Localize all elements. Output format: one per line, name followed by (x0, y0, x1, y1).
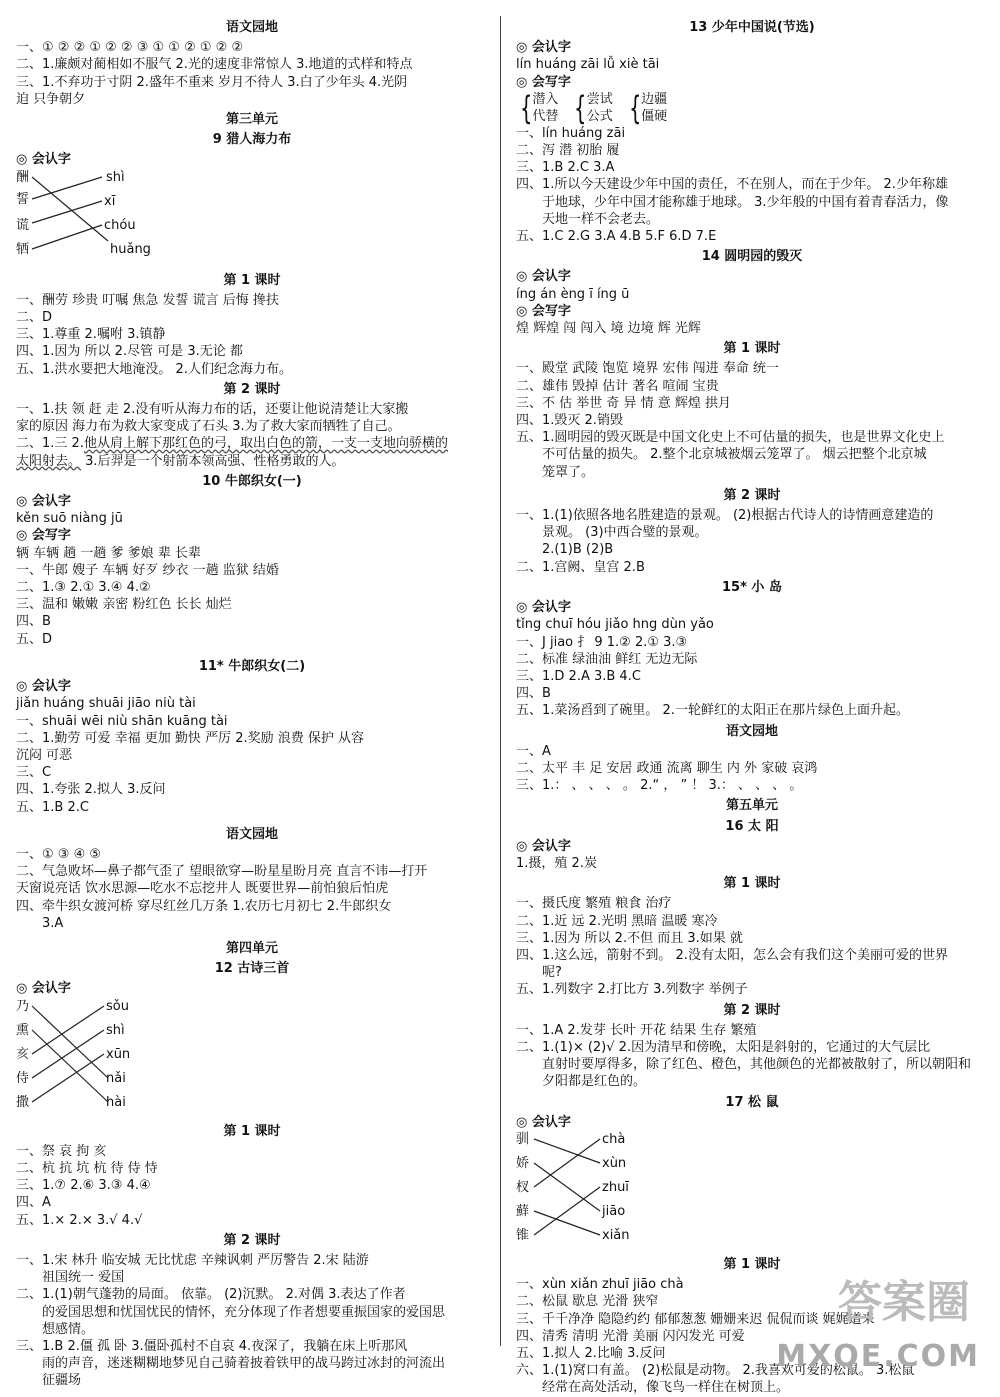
pinyin: nǎi (106, 1070, 126, 1086)
char: 酬 (16, 169, 30, 185)
section-title: 语文园地 (225, 20, 278, 35)
pinyin: hài (106, 1094, 126, 1110)
answer-line: 三、温和 嫩嫩 亲密 粉红色 长长 灿烂 (16, 597, 232, 613)
answer-line: 一、J jiao 扌 9 1.② 2.① 3.③ (516, 634, 688, 650)
brace-icon: { (628, 88, 642, 127)
answer-line: 四、1.所以今天建设少年中国的责任，不在别人，而在于少年。 2.少年称雄 (516, 177, 948, 193)
word: 公式 (586, 108, 613, 124)
pinyin: chóu (104, 217, 136, 233)
char: 撒 (16, 1094, 30, 1110)
answer-line: 一、shuāi wēi niù shān kuāng tài (16, 713, 228, 729)
answer-line: 二、1.宫阙、皇宫 2.B (516, 559, 645, 575)
answer-line: 1.摄，殖 2.炭 (516, 855, 597, 871)
period-title: 第 2 课时 (723, 487, 781, 503)
answer-line: 三、C (16, 765, 52, 781)
answer-line: 五、1.菜汤舀到了碗里。 2.一轮鲜红的太阳正在那片绿色上面升起。 (516, 703, 909, 719)
lesson-title: 10 牛郎织女(一) (202, 473, 302, 489)
answer-line: 五、1.列数字 2.打比方 3.列数字 举例子 (516, 982, 748, 998)
watermark-logo: 答案圈 (838, 1277, 970, 1328)
answer-line: 雨的声音，迷迷糊糊地梦见自己骑着披着铁甲的战马跨过冰封的河流出 (42, 1356, 446, 1372)
pinyin: shì (106, 169, 125, 185)
answer-line: 四、1.夸张 2.拟人 3.反问 (16, 782, 166, 798)
answer-line: 一、xùn xiǎn zhuī jiāo chà (516, 1277, 684, 1293)
answer-line: 三、1.D 2.A 3.B 4.C (516, 668, 641, 684)
answer-line: 一、① ③ ④ ⑤ (16, 846, 102, 862)
char: 誓 (16, 191, 30, 207)
char: 熏 (16, 1022, 30, 1038)
answer-line: 二、泻 潜 初胎 履 (516, 143, 620, 159)
answer-line: 一、1.A 2.发芽 长叶 开花 结果 生存 繁殖 (516, 1022, 757, 1038)
answer-line: 一、摄氏度 繁殖 粮食 治疗 (516, 896, 672, 912)
section-title: 语文园地 (225, 826, 278, 842)
answer-line: 二、太平 丰 足 安居 政通 流离 聊生 内 外 家破 哀鸿 (516, 760, 818, 776)
char: 娇 (516, 1155, 530, 1171)
period-title: 第 1 课时 (223, 272, 281, 288)
pinyin: jiāo (602, 1203, 626, 1219)
word: 代替 (532, 108, 559, 124)
pinyin-line: lín huáng zāi lǚ xiè tāi (516, 57, 660, 73)
answer-line: 四、清秀 清明 光滑 美丽 闪闪发光 可爱 (516, 1328, 745, 1344)
answer-line: 3.A (42, 915, 64, 931)
answer-line: 经常在高处活动，像飞鸟一样住在树顶上。 (542, 1380, 790, 1396)
pinyin: zhuī (602, 1179, 629, 1195)
pinyin-line: tǐng chuī hóu jiǎo hng dùn yǎo (516, 617, 714, 633)
answer-line: 征疆场 (42, 1373, 82, 1389)
answer-text: 二、1.三 2. (16, 436, 84, 452)
answer-line: 辆 车辆 趟 一趟 爹 爹娘 辈 长辈 (16, 545, 201, 561)
unit-title: 第五单元 (725, 798, 778, 814)
answer-line: 五、1.B 2.C (16, 799, 89, 815)
lesson-title: 17 松 鼠 (725, 1094, 779, 1110)
answer-line: 二、1.③ 2.① 3.④ 4.② (16, 580, 151, 596)
char: 谎 (16, 217, 30, 233)
answer-line: 于地球，少年中国才能称雄于地球。 3.少年般的中国有着青春活力，像 (542, 194, 949, 210)
answer-line: 一、1.(1)依照各地名胜建造的景观。 (2)根据古代诗人的诗情画意建造的 (516, 508, 934, 524)
answer-line: 五、1.× 2.× 3.√ 4.√ (16, 1212, 143, 1228)
word: 潜入 (532, 91, 559, 107)
char: 侍 (16, 1070, 30, 1086)
word: 僵硬 (641, 108, 668, 124)
pinyin: sǒu (106, 998, 129, 1014)
pinyin: xiǎn (602, 1227, 630, 1243)
brace-icon: { (574, 88, 587, 127)
answer-line: 五、1.C 2.G 3.A 4.B 5.F 6.D 7.E (516, 229, 717, 245)
answer-line: 一、1.扶 领 赶 走 2.没有听从海力布的话，还要让他说清楚让大家搬 (16, 402, 409, 418)
answer-line: 直射时要厚得多，除了红色、橙色，其他颜色的光都被散射了，所以朝阳和 (542, 1057, 972, 1073)
answer-line: 想感情。 (42, 1321, 95, 1337)
word-group (532, 91, 558, 125)
subheading: ◎ 会认字 (516, 838, 571, 854)
lesson-title: 11* 牛郎织女(二) (198, 658, 306, 674)
answer-line: 四、B (516, 686, 551, 702)
answer-line: 的爱国思想和忧国忧民的情怀，充分体现了作者想要重振国家的爱国思 (42, 1304, 446, 1320)
answer-line: 二、1.廉颇对蔺相如不服气 2.光的速度非常惊人 3.地道的式样和特点 (16, 57, 413, 73)
answer-line: 二、1.(1)× (2)√ 2.因为清早和傍晚，太阳是斜射的，它通过的大气层比 (516, 1039, 931, 1055)
word: 边疆 (641, 91, 668, 107)
answer-line: 一、1.宋 林升 临安城 无比忧虑 辛辣讽刺 严厉警告 2.宋 陆游 (16, 1252, 369, 1268)
left-column (16, 16, 488, 1390)
answer-line: 五、1.圆明园的毁灭既是中国文化史上不可估量的损失，也是世界文化史上 (516, 430, 945, 446)
answer-line: 笼罩了。 (542, 464, 595, 480)
answer-line: 2.(1)B (2)B (542, 542, 614, 558)
char: 乃 (16, 998, 30, 1014)
answer-line: 五、D (16, 631, 53, 647)
answer-line: 四、1.这么远，箭射不到。 2.没有太阳，怎么会有我们这个美丽可爱的世界 (516, 947, 948, 963)
answer-line: 沉闷 可恶 (16, 747, 73, 763)
answer-line: 三、1.B 2.C 3.A (516, 160, 615, 176)
subheading: ◎ 会认字 (516, 600, 571, 616)
answer-line: 五、1.洪水要把大地淹没。 2.人们纪念海力布。 (16, 361, 292, 377)
char: 驯 (516, 1131, 530, 1147)
answer-line: 夕阳都是红色的。 (542, 1074, 647, 1090)
answer-line: 四、1.毁灭 2.销毁 (516, 413, 623, 429)
subheading: ◎ 会认字 (516, 40, 571, 56)
answer-line: 二、1.勤劳 可爱 幸福 更加 勤快 严厉 2.奖励 浪费 保护 从容 (16, 730, 364, 746)
pinyin-line: íng án èng ī íng ū (516, 286, 630, 302)
answer-line: 一、A (516, 743, 551, 759)
subheading: ◎ 会认字 (16, 981, 71, 997)
matching-exercise (16, 998, 488, 1120)
char: 蘚 (516, 1203, 530, 1219)
subheading: ◎ 会写字 (516, 303, 571, 319)
pinyin: xūn (106, 1046, 131, 1062)
char: 牺 (16, 241, 30, 257)
answer-line: 不可估量的损失。 2.整个北京城被烟云笼罩了。 烟云把整个北京城 (542, 447, 927, 463)
char: 亥 (16, 1046, 30, 1062)
matching-exercise (516, 1131, 988, 1253)
answer-line: 二、杭 抗 坑 杭 待 侍 恃 (16, 1160, 158, 1176)
lesson-title: 16 太 阳 (725, 818, 779, 834)
underlined-text: 他从肩上解下那红色的弓，取出白色的箭，一支一支地向骄横的 (83, 436, 448, 452)
underlined-text: 太阳射去。 (16, 453, 82, 469)
lesson-title: 14 圆明园的毁灭 (701, 249, 803, 265)
answer-line: 六、1.(1)窝口有盖。 (2)松鼠是动物。 2.我喜欢可爱的松鼠。 3.松鼠 (516, 1363, 915, 1379)
answer-line: 三、1.⑦ 2.⑥ 3.③ 4.④ (16, 1178, 151, 1194)
answer-line: 天地一样不会老去。 (542, 211, 660, 227)
answer-line (16, 453, 488, 470)
subheading: ◎ 会认字 (16, 679, 71, 695)
answer-line: 三、1.尊重 2.嘱咐 3.镇静 (16, 327, 166, 343)
unit-title: 第四单元 (225, 940, 278, 956)
subheading: ◎ 会认字 (16, 494, 71, 510)
answer-line: 二、气急败坏—鼻子都气歪了 望眼欲穿—盼星星盼月亮 直言不讳—打开 (16, 864, 428, 880)
subheading: ◎ 会写字 (516, 74, 571, 90)
answer-line (16, 435, 488, 452)
answer-line: 三、不 估 举世 奇 异 情 意 辉煌 拱月 (516, 395, 732, 411)
answer-line: 二、雄伟 毁掉 估计 著名 喧闹 宝贵 (516, 378, 719, 394)
lesson-title: 9 猎人海力布 (212, 132, 292, 148)
subheading: ◎ 会认字 (516, 1114, 571, 1130)
answer-line: 四、A (16, 1195, 51, 1211)
answer-line: 二、标准 绿油油 鲜红 无边无际 (516, 651, 698, 667)
pinyin-line: jiǎn huáng shuāi jiāo niù tài (16, 696, 196, 712)
subheading: ◎ 会认字 (516, 269, 571, 285)
lesson-title: 15* 小 岛 (722, 579, 782, 595)
period-title: 第 2 课时 (723, 1002, 781, 1018)
pinyin: chà (602, 1131, 626, 1147)
answer-line: 三、千千净净 隐隐约约 郁郁葱葱 姗姗来迟 侃侃而谈 娓娓道来 (516, 1311, 875, 1327)
column-divider (500, 16, 501, 1346)
word: 尝试 (586, 91, 613, 107)
answer-line: 四、牵牛织女渡河桥 穿尽红丝几万条 1.农历七月初七 2.牛郎织女 (16, 898, 392, 914)
word-groups (516, 88, 988, 127)
period-title: 第 1 课时 (223, 1123, 281, 1139)
answer-line: 一、lín huáng zāi (516, 125, 626, 141)
brace-icon: { (520, 88, 533, 127)
answer-line: 一、① ② ② ① ② ② ③ ① ① ② ① ② ② (16, 40, 244, 56)
answer-line: 景观。 (3)中西合璧的景观。 (542, 525, 708, 541)
watermark-url: MXQE.COM (776, 1339, 980, 1374)
pinyin-line: kěn suō niàng jū (16, 511, 123, 527)
answer-line: 家的原因 海力布为救大家变成了石头 3.为了救大家而牺牲了自己。 (16, 419, 401, 435)
answer-line: 一、祭 哀 拘 亥 (16, 1143, 107, 1159)
unit-title: 第三单元 (225, 112, 278, 128)
answer-text: 3.后羿是一个射箭本领高强、性格勇敢的人。 (81, 453, 345, 469)
answer-line: 三、1.： 、 、 、 。 2.“ ， ” ！ 3.： 、 、 、 。 (516, 778, 803, 794)
pinyin: xī (104, 193, 116, 209)
word-group (587, 91, 613, 125)
answer-line: 祖国统一 爱国 (42, 1270, 125, 1286)
matching-exercise (16, 169, 488, 269)
answer-line: 二、松鼠 歇息 光滑 狭窄 (516, 1294, 659, 1310)
subheading: ◎ 会认字 (16, 152, 71, 168)
section-title: 语文园地 (725, 723, 778, 739)
answer-line: 煌 辉煌 闯 闯入 境 边境 辉 光辉 (516, 321, 701, 337)
answer-line: 三、1.因为 所以 2.不但 而且 3.如果 就 (516, 930, 743, 946)
answer-line: 三、1.不弃功于寸阴 2.盛年不重来 岁月不待人 3.白了少年头 4.光阴 (16, 74, 408, 90)
answer-line: 迫 只争朝夕 (16, 91, 86, 107)
lesson-title: 12 古诗三首 (214, 961, 290, 977)
subheading: ◎ 会写字 (16, 528, 71, 544)
answer-line: 一、牛郎 嫂子 车辆 好歹 纱衣 一趟 监狱 结婚 (16, 562, 279, 578)
answer-line: 一、殿堂 武陵 饱览 境界 宏伟 闯进 奉命 统一 (516, 361, 779, 377)
pinyin: xùn (602, 1155, 627, 1171)
word-group (641, 91, 667, 125)
answer-line: 天窗说亮话 饮水思源—吃水不忘挖井人 既要世界—前怕狼后怕虎 (16, 881, 389, 897)
lesson-title: 13 少年中国说(节选) (689, 20, 815, 35)
period-title: 第 1 课时 (723, 1256, 781, 1272)
right-column (516, 16, 988, 1397)
period-title: 第 1 课时 (723, 876, 781, 892)
period-title: 第 2 课时 (223, 381, 281, 397)
answer-line: 一、酬劳 珍贵 叮嘱 焦急 发誓 谎言 后悔 搀扶 (16, 292, 279, 308)
answer-line: 二、1.(1)朝气蓬勃的局面。 依靠。 (2)沉默。 2.对偶 3.表达了作者 (16, 1287, 406, 1303)
answer-line: 四、B (16, 614, 51, 630)
pinyin: huǎng (110, 241, 151, 257)
char: 锥 (516, 1227, 530, 1243)
answer-line: 呢? (542, 965, 562, 981)
answer-line: 二、D (16, 310, 53, 326)
char: 杈 (516, 1179, 530, 1195)
pinyin: shì (106, 1022, 125, 1038)
answer-line: 二、1.近 远 2.光明 黑暗 温暖 寒冷 (516, 913, 718, 929)
period-title: 第 2 课时 (223, 1232, 281, 1248)
period-title: 第 1 课时 (723, 341, 781, 357)
answer-line: 五、1.拟人 2.比喻 3.反问 (516, 1346, 666, 1361)
answer-line: 三、1.B 2.僵 孤 卧 3.僵卧孤村不自哀 4.夜深了，我躺在床上听那风 (16, 1338, 408, 1354)
answer-line: 四、1.因为 所以 2.尽管 可是 3.无论 都 (16, 344, 243, 360)
